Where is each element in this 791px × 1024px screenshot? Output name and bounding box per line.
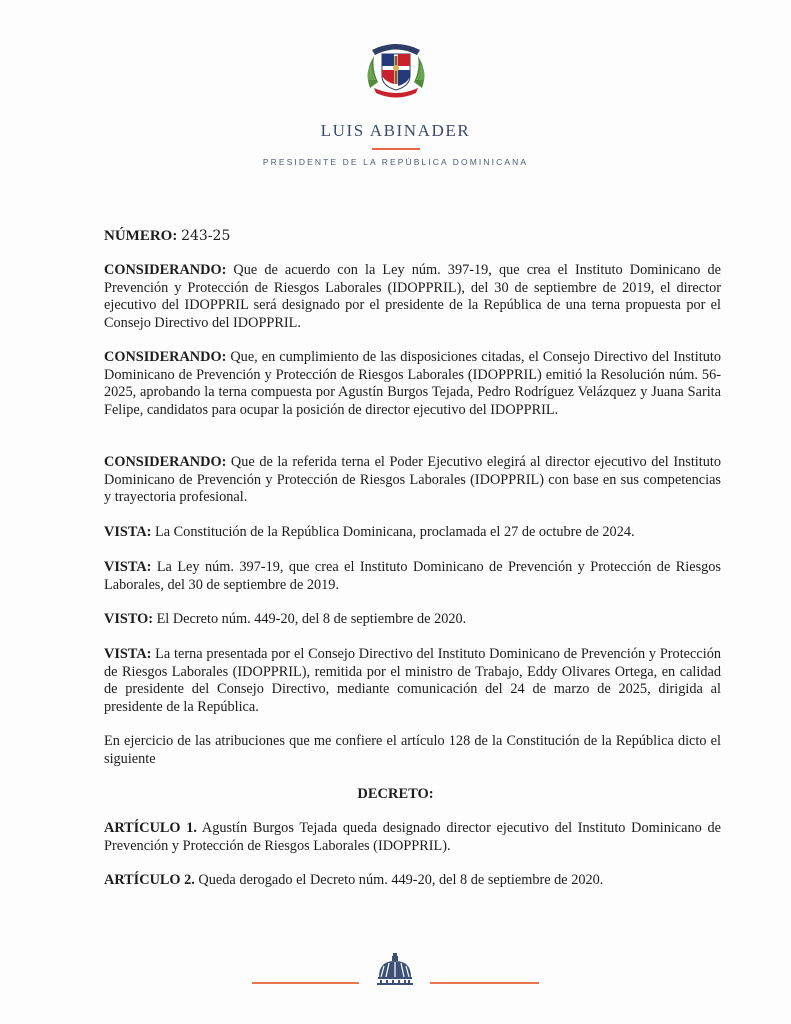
decree-heading: DECRETO: [357, 786, 434, 802]
decree-number [104, 228, 230, 245]
dome-icon [375, 951, 415, 987]
preamble [104, 733, 721, 768]
article-text: Queda derogado el Decreto núm. 449-20, del 8 de septiembre de 2020. [194, 872, 604, 888]
visto-1 [104, 611, 721, 629]
president-title: PRESIDENTE DE LA REPÚBLICA DOMINICANA [262, 157, 529, 167]
vista-3 [104, 646, 721, 716]
para-label: VISTA: [104, 646, 152, 662]
vista-2 [104, 559, 721, 594]
para-text: El Decreto núm. 449-20, del 8 de septiembre de 2020. [153, 611, 467, 627]
para-label: CONSIDERANDO: [104, 262, 227, 278]
footer-divider-left [252, 982, 359, 984]
article-label: ARTÍCULO 1. [104, 820, 197, 836]
para-label: VISTA: [104, 524, 152, 540]
para-text: Que de la referida terna el Poder Ejecutivo elegirá al director ejecutivo del Instituto Dominicano de Prevención y Protección de Riesgos Laborales (IDOPPRIL) con base en sus competencias y trayectoria profesional. [104, 454, 721, 505]
article-label: ARTÍCULO 2. [104, 872, 195, 888]
considerando-2 [104, 349, 721, 419]
para-label: CONSIDERANDO: [104, 454, 227, 470]
considerando-3 [104, 454, 721, 507]
coat-of-arms-icon [362, 36, 430, 100]
para-label: VISTO: [104, 611, 153, 627]
decree-number-value: 243-25 [181, 228, 231, 244]
para-text: La Constitución de la República Dominicana, proclamada el 27 de octubre de 2024. [151, 524, 635, 540]
article-2 [104, 872, 721, 890]
name-underline-divider [372, 148, 420, 150]
president-name: LUIS ABINADER [320, 121, 471, 140]
para-text: Que, en cumplimiento de las disposiciones citadas, el Consejo Directivo del Instituto Dominicano de Prevención y Protección de Riesgos Laborales (IDOPPRIL) emitió la Resolución núm. 56-2025, aprobando la terna compuesta por Agustín Burgos Tejada, Pedro Rodríguez Velázquez y Juana Sarita Felipe, candidatos para ocupar la posición de director ejecutivo del IDOPPRIL. [104, 349, 721, 418]
para-text: La Ley núm. 397-19, que crea el Instituto Dominicano de Prevención y Protección de Riesgos Laborales, del 30 de septiembre de 2019. [104, 559, 721, 593]
decree-number-label: NÚMERO: [104, 228, 178, 244]
vista-1 [104, 524, 721, 542]
considerando-1 [104, 262, 721, 332]
para-label: CONSIDERANDO: [104, 349, 227, 365]
para-text: Que de acuerdo con la Ley núm. 397-19, que crea el Instituto Dominicano de Prevención y Protección de Riesgos Laborales (IDOPPRIL), del 30 de septiembre de 2019, el director ejecutivo del IDOPPRIL será designado por el presidente de la República de una terna propuesta por el Consejo Directivo del IDOPPRIL. [104, 262, 721, 331]
article-text: Agustín Burgos Tejada queda designado director ejecutivo del Instituto Dominicano de Prevención y Protección de Riesgos Laborales (IDOPPRIL). [104, 820, 721, 854]
para-text: En ejercicio de las atribuciones que me confiere el artículo 128 de la Constitución de la República dicto el siguiente [104, 733, 721, 767]
footer-divider-right [430, 982, 539, 984]
para-label: VISTA: [104, 559, 152, 575]
article-1 [104, 820, 721, 855]
para-text: La terna presentada por el Consejo Directivo del Instituto Dominicano de Prevención y Protección de Riesgos Laborales (IDOPPRIL), remitida por el ministro de Trabajo, Eddy Olivares Ortega, en calidad de presidente del Consejo Directivo, mediante comunicación del 24 de marzo de 2025, dirigida al presidente de la República. [104, 646, 721, 715]
